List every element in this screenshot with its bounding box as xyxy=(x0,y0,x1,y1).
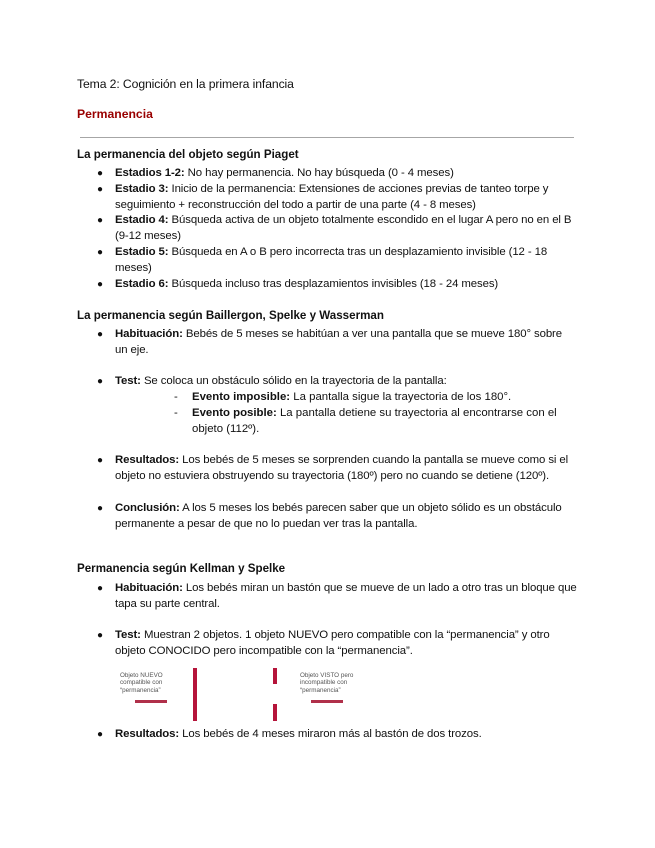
heading-piaget: La permanencia del objeto según Piaget xyxy=(77,148,299,161)
item-label: Test: xyxy=(115,375,141,388)
bullet-icon: ● xyxy=(97,278,103,290)
broken-rod-top xyxy=(273,668,277,684)
baillargeon-list xyxy=(77,327,577,532)
dash-icon: - xyxy=(174,406,178,419)
item-text: A los 5 meses los bebés parecen saber que un objeto sólido es un obstáculo permanente a pesar de que no lo puedan ver tras la pantalla. xyxy=(115,501,562,530)
bullet-icon: ● xyxy=(97,183,103,195)
item-label: Conclusión: xyxy=(115,501,180,514)
item-text: Los bebés de 5 meses se sorprenden cuando la pantalla se mueve como si el objeto no estuviera obstruyendo su trayectoria (180º) pero no cuando se detiene (120º). xyxy=(115,454,569,483)
item-text: Búsqueda en A o B pero incorrecta tras un desplazamiento invisible (12 - 18 meses) xyxy=(115,245,548,274)
kellman-list xyxy=(77,581,577,660)
bullet-icon: ● xyxy=(97,376,103,388)
list-item xyxy=(77,327,577,359)
list-item xyxy=(77,213,577,245)
item-label: Habituación: xyxy=(115,328,183,340)
list-item xyxy=(77,182,577,214)
list-item xyxy=(77,501,577,533)
item-text: No hay permanencia. No hay búsqueda (0 - 4 meses) xyxy=(184,167,454,179)
item-text: Bebés de 5 meses se habitúan a ver una pantalla que se mueve 180° sobre un eje. xyxy=(115,328,562,356)
bullet-icon: ● xyxy=(97,168,103,179)
arrow-right-icon xyxy=(135,700,167,703)
item-label: Resultados: xyxy=(115,454,180,467)
item-label: Habituación: xyxy=(115,582,183,594)
dash-icon: - xyxy=(174,391,178,404)
kellman-figure xyxy=(115,668,365,724)
item-text: La pantalla sigue la trayectoria de los 180°. xyxy=(290,391,512,404)
sub-list-item xyxy=(77,390,577,406)
item-text: La pantalla detiene su trayectoria al encontrarse con el objeto (112º). xyxy=(192,406,557,435)
continuous-rod xyxy=(193,668,197,721)
list-item xyxy=(77,374,577,390)
item-text: Los bebés de 4 meses miraron más al bastón de dos trozos. xyxy=(179,728,482,740)
spacer xyxy=(77,485,577,501)
list-item xyxy=(77,727,577,743)
list-item xyxy=(77,277,577,293)
item-label: Estadio 4: xyxy=(115,214,169,227)
bullet-icon: ● xyxy=(97,215,103,227)
bullet-icon: ● xyxy=(97,455,103,467)
list-item xyxy=(77,628,577,660)
spacer xyxy=(77,438,577,454)
item-text: Los bebés miran un bastón que se mueve de un lado a otro tras un bloque que tapa su parte central. xyxy=(115,582,577,610)
item-label: Resultados: xyxy=(115,728,180,740)
item-label: Estadio 5: xyxy=(115,245,169,258)
item-label: Estadio 6: xyxy=(115,277,169,290)
document-title: Tema 2: Cognición en la primera infancia xyxy=(77,77,294,91)
item-label: Estadio 3: xyxy=(115,182,169,195)
bullet-icon: ● xyxy=(97,329,103,340)
heading-baillargeon: La permanencia según Baillergon, Spelke y Wasserman xyxy=(77,309,384,322)
heading-kellman: Permanencia según Kellman y Spelke xyxy=(77,562,286,575)
bullet-icon: ● xyxy=(97,583,103,594)
arrow-left-icon xyxy=(311,700,343,703)
item-text: Se coloca un obstáculo sólido en la trayectoria de la pantalla: xyxy=(140,375,447,388)
item-text: Muestran 2 objetos. 1 objeto NUEVO pero compatible con la “permanencia” y otro objeto CONOCIDO pero incompatible con la “permanencia”. xyxy=(115,629,550,658)
item-text: Búsqueda incluso tras desplazamientos invisibles (18 - 24 meses) xyxy=(168,277,499,290)
figure-caption-left: Objeto NUEVO compatible con “permanencia” xyxy=(120,672,163,694)
item-label: Evento imposible: xyxy=(192,391,291,404)
bullet-icon: ● xyxy=(97,630,103,642)
item-label: Estadios 1-2: xyxy=(115,167,185,179)
section-heading-permanencia: Permanencia xyxy=(77,107,153,121)
item-text: Inicio de la permanencia: Extensiones de acciones previas de tanteo torpe y seguimiento + reconstrucción del todo a partir de una parte (4 - 8 meses) xyxy=(115,182,549,211)
bullet-icon: ● xyxy=(97,502,103,514)
sub-list-item xyxy=(77,406,577,438)
spacer xyxy=(77,613,577,629)
list-item xyxy=(77,245,577,277)
list-item xyxy=(77,166,577,182)
item-text: Búsqueda activa de un objeto totalmente escondido en el lugar A pero no en el B (9-12 meses) xyxy=(115,214,572,243)
broken-rod-bottom xyxy=(273,704,277,721)
bullet-icon: ● xyxy=(97,729,103,740)
spacer xyxy=(77,359,577,375)
figure-caption-right: Objeto VISTO pero incompatible con “permanencia” xyxy=(300,672,354,694)
horizontal-rule xyxy=(80,137,574,138)
piaget-list xyxy=(77,166,577,292)
list-item xyxy=(77,581,577,613)
kellman-results-list xyxy=(77,727,577,743)
item-label: Test: xyxy=(115,629,141,642)
item-label: Evento posible: xyxy=(192,406,277,419)
list-item xyxy=(77,453,577,485)
bullet-icon: ● xyxy=(97,246,103,258)
